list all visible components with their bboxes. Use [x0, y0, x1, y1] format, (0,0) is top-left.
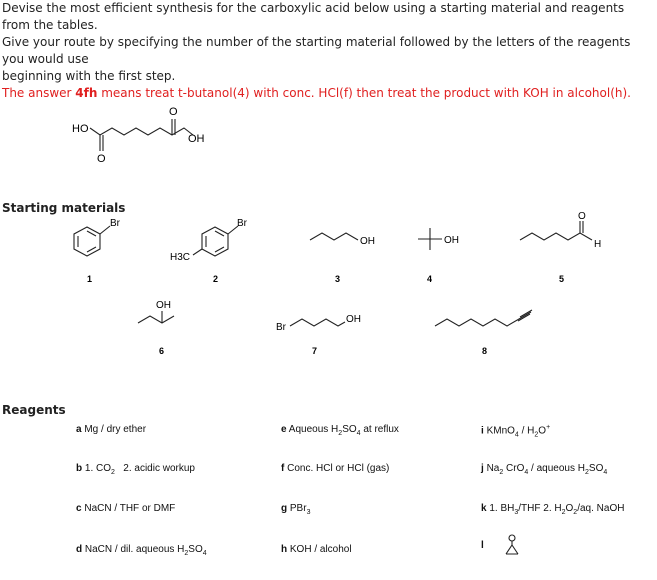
reagent-b-letter: b: [76, 463, 83, 474]
compound-4-number: 4: [427, 274, 433, 284]
compound-1-br: Br: [110, 218, 120, 229]
target-oh-label: OH: [188, 133, 205, 145]
reagent-g-sub3: 3: [306, 509, 311, 516]
reagent-k: [481, 503, 624, 516]
reagent-c-letter: c: [76, 503, 82, 514]
reagent-i-o: O: [538, 425, 547, 437]
reagent-j-cro: CrO: [503, 463, 525, 474]
reagent-a-text: Mg / dry ether: [84, 424, 147, 435]
reagent-i-text: KMnO: [486, 425, 515, 437]
target-ho-label: HO: [72, 123, 89, 135]
reagent-d-so: SO: [188, 544, 203, 555]
reagent-a: [76, 424, 146, 435]
reagent-d-sub4: 4: [202, 550, 207, 557]
example-suffix: means treat t-butanol(4) with conc. HCl(f) then treat the product with KOH in alcohol(h).: [97, 86, 631, 100]
reagent-b-co: CO: [96, 463, 112, 474]
target-acid-o: O: [169, 106, 178, 118]
reagent-i: [481, 424, 550, 438]
reagents-heading: Reagents: [2, 403, 66, 417]
compound-1: [65, 212, 135, 292]
reagent-f-text: Conc. HCl or HCl (gas): [287, 463, 390, 474]
reagent-l: [481, 540, 484, 551]
compound-7-oh: OH: [346, 314, 361, 325]
reagent-d: [76, 544, 207, 557]
compound-3-oh: OH: [360, 236, 375, 247]
compound-5-h: H: [594, 239, 602, 250]
reagent-e: [281, 424, 399, 437]
reagent-h-text: KOH / alcohol: [289, 544, 352, 555]
reagent-j-sub4a: 4: [524, 469, 529, 476]
target-molecule: [60, 95, 220, 175]
reagent-h: [281, 544, 352, 555]
reagent-d-sub2: 2: [184, 550, 189, 557]
reagent-j-so: SO: [588, 463, 604, 474]
reagent-i-mid: / H: [518, 425, 535, 437]
compound-3-number: 3: [335, 274, 341, 284]
question-line-1: Devise the most efficient synthesis for the carboxylic acid below using a starting material and reagents from the tables.: [2, 1, 625, 32]
compound-5-number: 5: [559, 274, 565, 284]
reagent-i-sup: +: [546, 424, 551, 431]
reagent-c: [76, 503, 175, 514]
compound-1-number: 1: [87, 274, 93, 284]
reagent-c-text: NaCN / THF or DMF: [84, 503, 176, 514]
reagent-d-text: NaCN / dil. aqueous H: [84, 544, 185, 555]
reagent-g-letter: g: [281, 503, 288, 514]
reagent-k-tail: /aq. NaOH: [577, 503, 625, 514]
reagent-k-s1: 1. BH: [489, 503, 515, 514]
compound-8: [430, 300, 550, 360]
reagent-i-sub2: 2: [534, 431, 539, 439]
reagent-l-letter: l: [481, 540, 484, 551]
reagent-b: [76, 463, 195, 476]
reagent-j: [481, 463, 607, 476]
reagent-k-letter: k: [481, 503, 487, 514]
reagent-l-structure: [500, 532, 540, 558]
reagent-f: [281, 463, 389, 474]
compound-6: [130, 293, 210, 363]
compound-2-br: Br: [237, 218, 247, 229]
compound-5: [515, 212, 625, 290]
reagent-e-so: SO: [342, 424, 357, 435]
reagent-k-s1b: /THF 2. H: [518, 503, 562, 514]
compound-3: [305, 220, 395, 290]
reagent-g-text: PBr: [289, 503, 307, 514]
compound-2: [160, 212, 270, 292]
example-code: 4fh: [75, 86, 98, 100]
reagent-k-o: O: [565, 503, 574, 514]
reagent-j-na: Na: [486, 463, 500, 474]
compound-7: [270, 300, 380, 360]
reagent-e-sub4: 4: [356, 430, 361, 437]
reagent-j-sub4b: 4: [603, 469, 608, 476]
compound-7-number: 7: [312, 346, 318, 356]
reagent-f-letter: f: [281, 463, 285, 474]
reagent-k-sub2b: 2: [573, 509, 578, 516]
reagent-k-sub3: 3: [514, 509, 519, 516]
reagent-j-letter: j: [481, 463, 484, 474]
reagent-k-sub2a: 2: [561, 509, 566, 516]
reagent-d-letter: d: [76, 544, 83, 555]
reagent-i-letter: i: [481, 425, 484, 437]
question-line-2: Give your route by specifying the number of the starting material followed by the letters of the reagents you would use: [2, 35, 631, 66]
target-ketone-o: O: [97, 153, 106, 165]
question-text: [2, 0, 654, 102]
reagent-e-sub2: 2: [338, 430, 343, 437]
reagent-j-sub2b: 2: [585, 469, 589, 476]
reagent-j-mid: / aqueous H: [528, 463, 585, 474]
compound-6-number: 6: [159, 346, 165, 356]
reagent-a-letter: a: [76, 424, 82, 435]
reagent-h-letter: h: [281, 544, 288, 555]
compound-4-oh: OH: [444, 235, 459, 246]
reagent-b-sub: 2: [111, 469, 115, 476]
reagent-b-step2: 2. acidic workup: [123, 463, 195, 474]
compound-5-o: O: [578, 212, 586, 222]
reagent-j-sub2: 2: [499, 469, 504, 476]
compound-2-ch3: H3C: [170, 252, 191, 263]
reagent-e-letter: e: [281, 424, 287, 435]
reagent-g: [281, 503, 310, 516]
compound-7-br: Br: [276, 322, 286, 333]
compound-8-number: 8: [482, 346, 488, 356]
starting-materials-heading: Starting materials: [2, 201, 126, 215]
reagent-e-text: Aqueous H: [288, 424, 339, 435]
reagent-b-n1: 1.: [84, 463, 94, 474]
compound-4: [410, 220, 480, 290]
compound-2-number: 2: [213, 274, 219, 284]
compound-6-oh: OH: [156, 300, 171, 311]
question-line-3: beginning with the first step.: [2, 69, 176, 83]
reagent-i-sub4: 4: [514, 431, 519, 439]
reagent-e-tail: at reflux: [360, 424, 399, 435]
example-prefix: The answer: [2, 86, 76, 100]
